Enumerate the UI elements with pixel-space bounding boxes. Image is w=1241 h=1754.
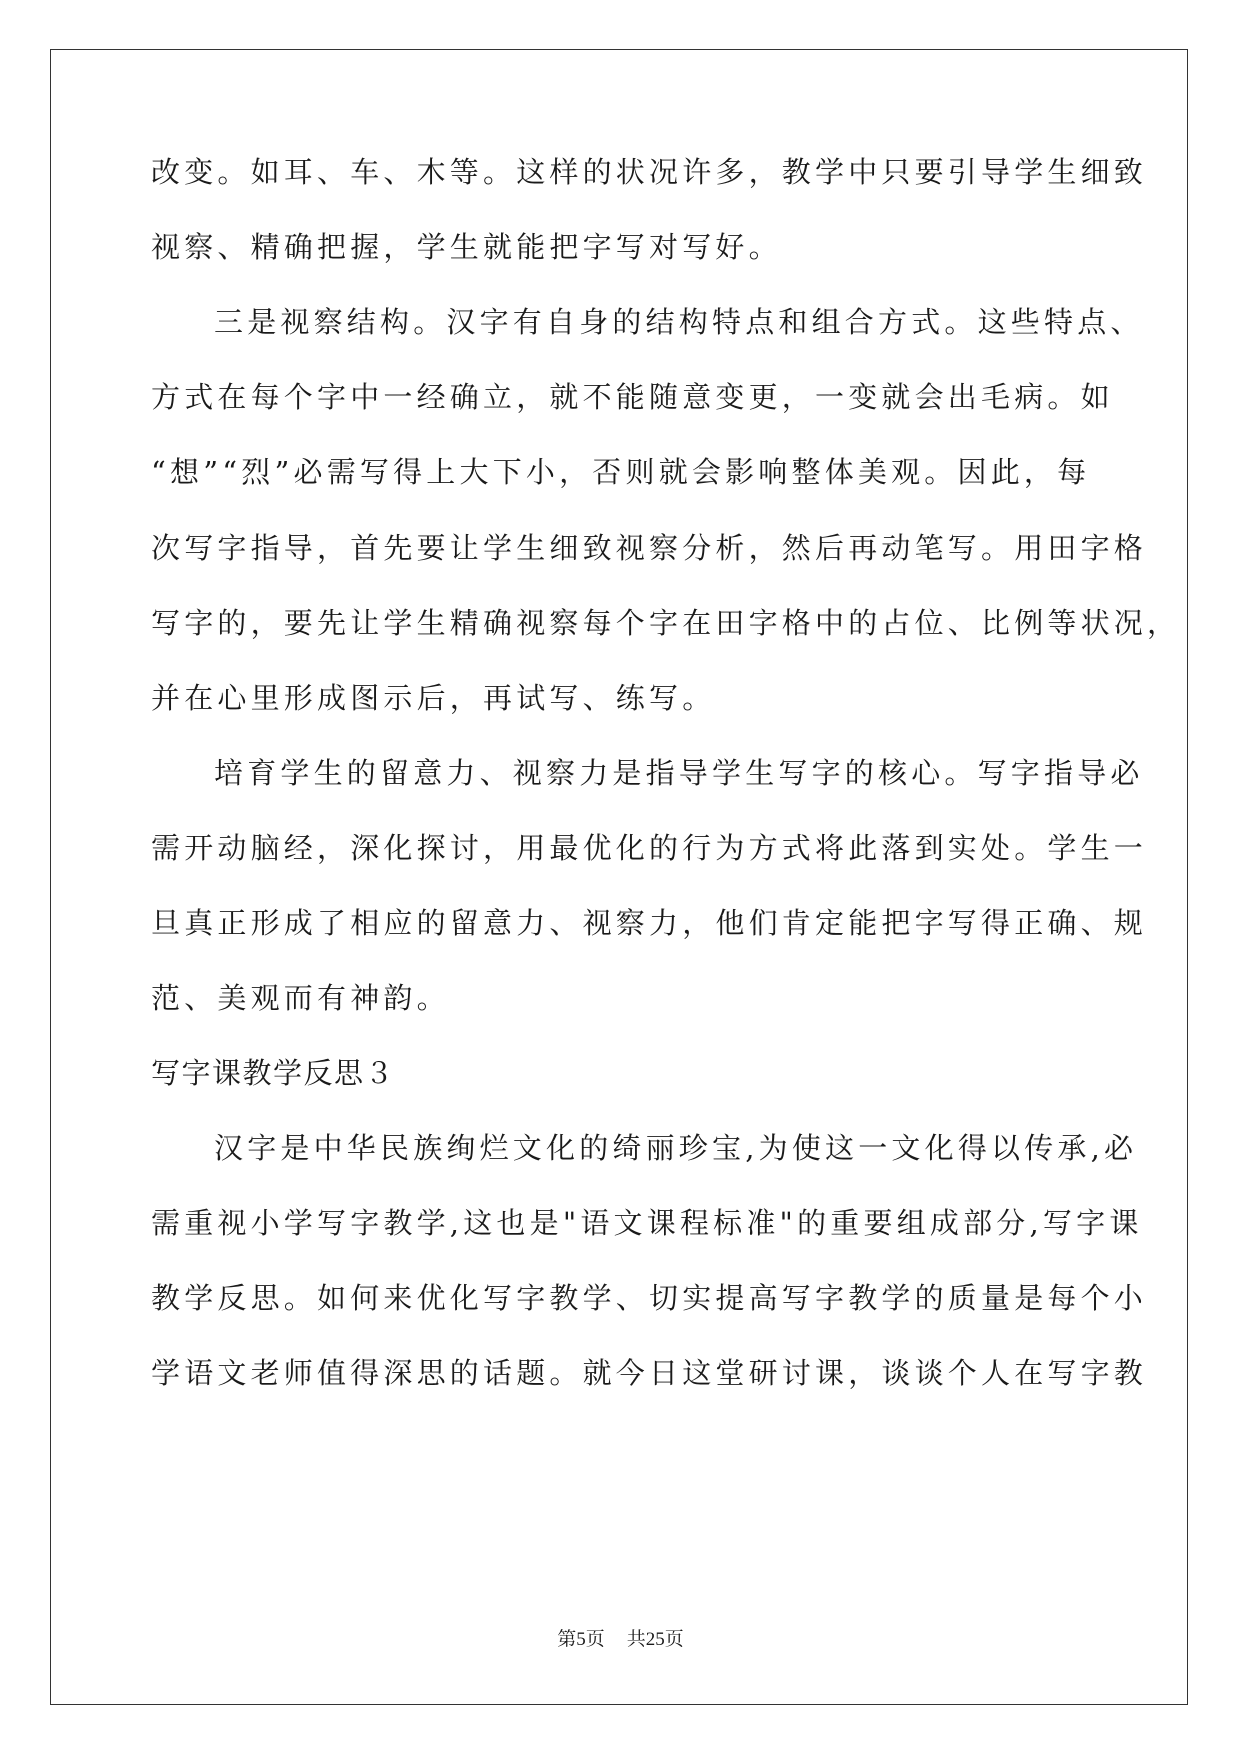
section-heading: 写字课教学反思３ <box>151 1056 396 1090</box>
paragraph-line: 范、美观而有神韵。 <box>151 981 450 1015</box>
paragraph-line: 改变。如耳、车、木等。这样的状况许多，教学中只要引导学生细致 <box>151 155 1148 189</box>
paragraph-line: 学语文老师值得深思的话题。就今日这堂研讨课，谈谈个人在写字教 <box>151 1356 1148 1390</box>
page-suffix: 页 <box>585 1628 605 1650</box>
page-border <box>50 49 1188 1705</box>
paragraph-line: 培育学生的留意力、视察力是指导学生写字的核心。写字指导必 <box>214 756 1144 790</box>
page-footer <box>0 1627 1241 1652</box>
paragraph-line: 三是视察结构。汉字有自身的结构特点和组合方式。这些特点、 <box>214 305 1144 339</box>
total-pages: 25 <box>645 1629 665 1650</box>
paragraph-line: 并在心里形成图示后，再试写、练写。 <box>151 681 716 715</box>
paragraph-line: 教学反思。如何来优化写字教学、切实提高写字教学的质量是每个小 <box>151 1281 1148 1315</box>
paragraph-line: 方式在每个字中一经确立，就不能随意变更，一变就会出毛病。如 <box>151 380 1114 414</box>
total-prefix: 共 <box>626 1628 646 1650</box>
paragraph-line: 次写字指导，首先要让学生细致视察分析，然后再动笔写。用田字格 <box>151 531 1148 565</box>
paragraph-line: 旦真正形成了相应的留意力、视察力，他们肯定能把字写得正确、规 <box>151 906 1148 940</box>
total-suffix: 页 <box>664 1628 684 1650</box>
paragraph-line: 写字的，要先让学生精确视察每个字在田字格中的占位、比例等状况， <box>151 606 1181 640</box>
page-number: 5 <box>576 1629 586 1650</box>
page-prefix: 第 <box>557 1628 577 1650</box>
paragraph-line: “想”“烈”必需写得上大下小，否则就会影响整体美观。因此，每 <box>151 455 1091 489</box>
paragraph-line: 视察、精确把握，学生就能把字写对写好。 <box>151 230 782 264</box>
paragraph-line: 需开动脑经，深化探讨，用最优化的行为方式将此落到实处。学生一 <box>151 831 1148 865</box>
paragraph-line: 需重视小学写字教学,这也是"语文课程标准"的重要组成部分,写字课 <box>151 1206 1143 1240</box>
paragraph-line: 汉字是中华民族绚烂文化的绮丽珍宝,为使这一文化得以传承,必 <box>214 1131 1138 1165</box>
